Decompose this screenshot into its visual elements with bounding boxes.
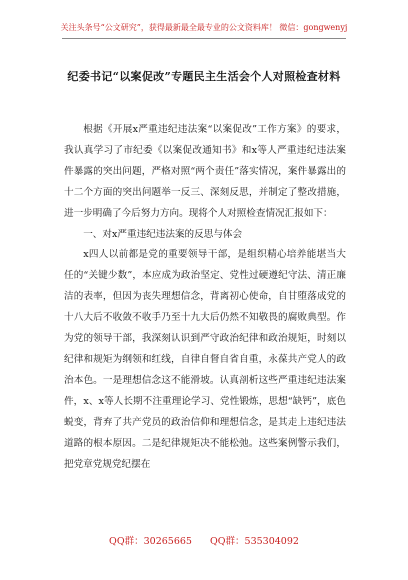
header-divider <box>62 38 346 39</box>
body-paragraph: x四人以前都是党的重要领导干部，是组织精心培养能堪当大任的“关键少数”，本应成为政治坚定、党性过硬遵纪守法、清正廉洁的表率，但因为丧失理想信念，背离初心使命，自甘堕落成党的十八大后不收敛不收手乃至十九大后仍然不知敬畏的腐败典型。作为党的领导干部，我深刻认识到严守政治纪律和政治规矩，时刻以纪律和规矩为纲领和红线，自律自督自省自重，永葆共产党人的政治本色。一是理想信念这不能滑坡。认真剖析这些严重违纪违法案件，x、x等人长期不注重理论学习、党性锻炼，思想“缺钙”，底色蜕变，背弃了共产党员的政治信仰和理想信念，是其走上违纪违法道路的根本原因。二是纪律规矩决不能松弛。这些案例警示我们，把党章党规党纪摆在 <box>64 249 346 470</box>
section-heading: 一、对x严重违纪违法案的反思与体会 <box>83 228 243 240</box>
document-title: 纪委书记“以案促改”专题民主生活会个人对照检查材料 <box>67 70 341 83</box>
qq-group-1: QQ群：30265665 <box>109 536 192 547</box>
document-body <box>64 120 346 475</box>
intro-paragraph: 根据《开展x严重违纪违法案“以案促改”工作方案》的要求，我认真学习了市纪委《以案促改通知书》和x等人严重违纪违法案件暴露的突出问题，严格对照“两个责任”落实情况，案件暴露出的十二个方面的突出问题举一反三、深刻反思，并制定了整改措施，进一步明确了今后努力方向。现将个人对照检查情况汇报如下： <box>64 124 346 219</box>
qq-group-2: QQ群：535304092 <box>209 536 299 547</box>
header-note: 关注头条号“公文研究”，获得最新最全最专业的公文资料库！ 微信：gongwenyj <box>60 23 348 32</box>
footer <box>0 533 408 547</box>
